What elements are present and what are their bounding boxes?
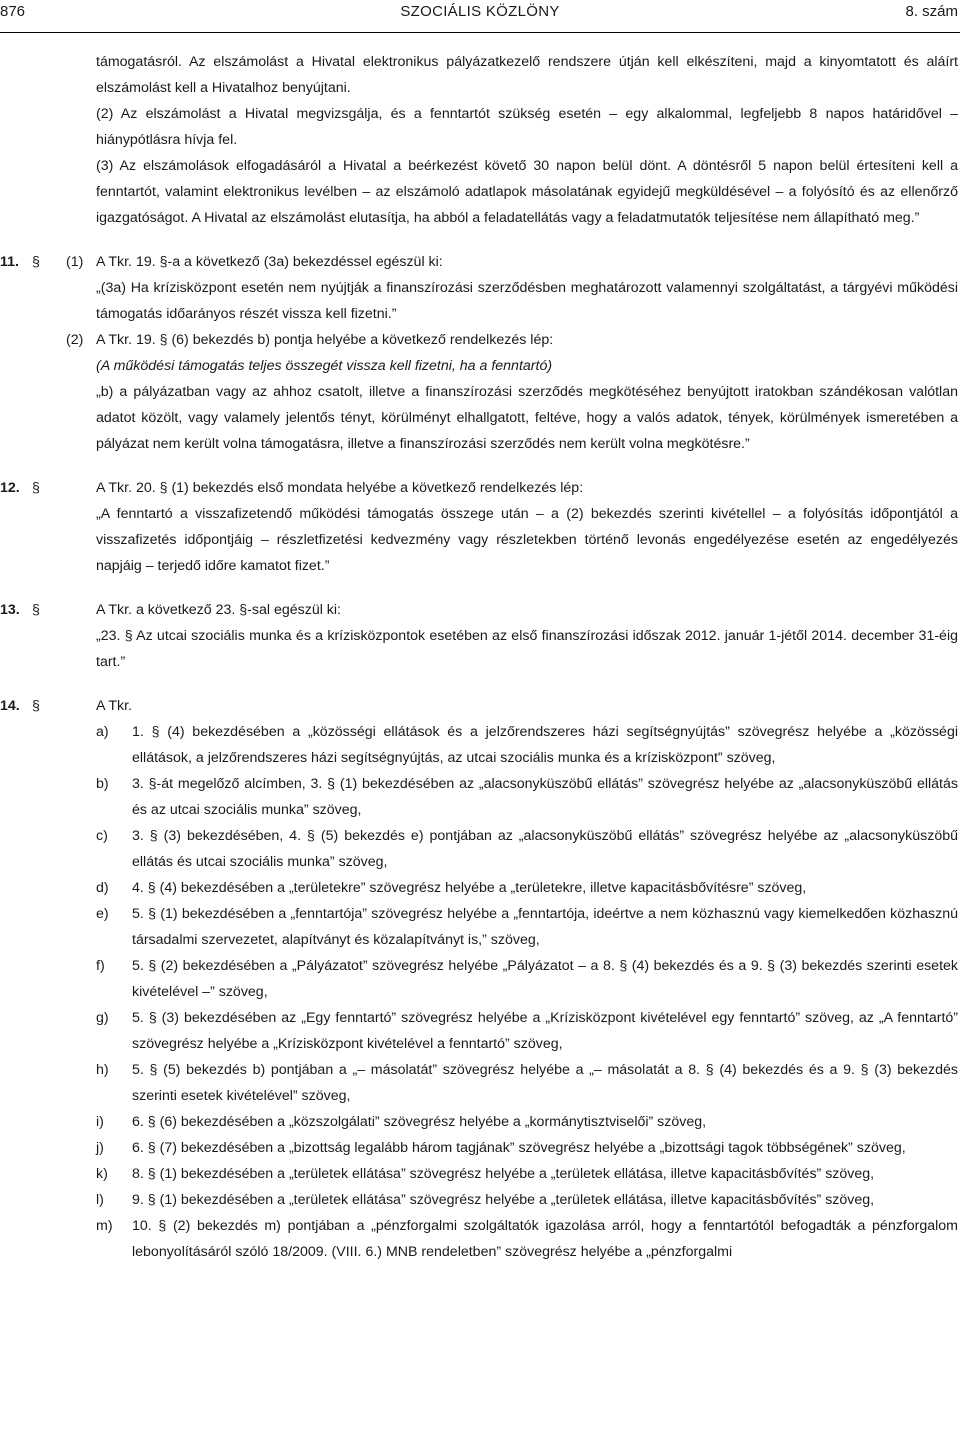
list-item [0, 1161, 960, 1187]
page-header [0, 0, 960, 30]
list-item [0, 823, 960, 875]
amendment-quote: „(3a) Ha krízisközpont esetén nem nyújtják a finanszírozási szerződésben meghatározott valamennyi szolgáltatást, a tárgyévi működési támogatás időarányos részét vissza kell fizetni.” [96, 280, 958, 322]
item-label: h) [96, 1062, 109, 1078]
page-number: 876 [0, 3, 26, 20]
item-text: 5. § (2) bekezdésében a „Pályázatot” szövegrész helyébe „Pályázatot – a 8. § (4) bekezdés és a 9. § (3) bekezdés szerinti esetek kivételével –” szöveg, [132, 958, 958, 1000]
section-number: 11. [0, 254, 19, 270]
section-sign: § [32, 698, 40, 714]
list-item [0, 1135, 960, 1161]
item-text: 3. § (3) bekezdésében, 4. § (5) bekezdés e) pontjában az „alacsonyküszöbű ellátás” szövegrész helyébe az „alacsonyküszöbű ellátás és utcai szociális munka” szöveg, [132, 828, 958, 870]
section-number: 14. [0, 698, 20, 714]
page-content [0, 49, 960, 1265]
section-number: 12. [0, 480, 20, 496]
item-text: 3. §-át megelőző alcímben, 3. § (1) bekezdésében az „alacsonyküszöbű ellátás” szövegrész helyébe az „alacsonyküszöbű ellátás és az utcai szociális munka” szöveg, [132, 776, 958, 818]
journal-title: SZOCIÁLIS KÖZLÖNY [400, 3, 560, 20]
amendment-quote: „b) a pályázatban vagy az ahhoz csatolt, illetve a finanszírozási szerződés megkötéséhez benyújtott iratokban szándékosan valótlan adatot közölt, vagy valamely jelentős tényt, körülményt elhallgatott, feltéve, hogy a valós adatok, tények, körülmények ismeretében a pályázat nem került volna támogatásra, illetve a finanszírozási szerződés nem került volna megkötésre.” [96, 384, 958, 452]
item-label: i) [96, 1114, 104, 1130]
subsection-text: A Tkr. 19. § (6) bekezdés b) pontja helyébe a következő rendelkezés lép: [96, 332, 554, 348]
list-item [0, 1213, 960, 1265]
subsection-text: A Tkr. 19. §-a a következő (3a) bekezdéssel egészül ki: [96, 254, 443, 270]
section-text: A Tkr. a következő 23. §-sal egészül ki: [96, 602, 341, 618]
item-label: m) [96, 1218, 113, 1234]
item-text: 9. § (1) bekezdésében a „területek ellátása” szövegrész helyébe a „területek ellátása, illetve kapacitásbővítés” szöveg, [132, 1192, 875, 1208]
list-item [0, 1005, 960, 1057]
item-label: g) [96, 1010, 109, 1026]
item-label: l) [96, 1192, 104, 1208]
item-text: 4. § (4) bekezdésében a „területekre” szövegrész helyébe a „területekre, illetve kapacitásbővítésre” szöveg, [132, 880, 807, 896]
amendment-quote: „A fenntartó a visszafizetendő működési támogatás összege után – a (2) bekezdés szerinti kivétellel – a folyósítás időpontjától a visszafizetés időpontjáig – részletfizetési kedvezmény vagy részletekben történő levonás engedélyezése esetén az engedélyezés napjáig – terjedő időre kamatot fizet.” [96, 506, 958, 574]
item-label: e) [96, 906, 109, 922]
context-italic: (A működési támogatás teljes összegét vissza kell fizetni, ha a fenntartó) [96, 358, 553, 374]
list-item [0, 1109, 960, 1135]
subsection-label: (2) [66, 332, 84, 348]
section-11 [0, 249, 960, 457]
list-item [0, 953, 960, 1005]
subsection-label: (1) [66, 254, 84, 270]
header-rule [0, 32, 960, 33]
item-label: a) [96, 724, 109, 740]
item-label: f) [96, 958, 105, 974]
section-14 [0, 693, 960, 1265]
item-label: j) [96, 1140, 104, 1156]
section-sign: § [32, 480, 40, 496]
item-label: b) [96, 776, 109, 792]
list-item [0, 1057, 960, 1109]
item-text: 8. § (1) bekezdésében a „területek ellátása” szövegrész helyébe a „területek ellátása, illetve kapacitásbővítés” szöveg, [132, 1166, 875, 1182]
item-text: 5. § (1) bekezdésében a „fenntartója” szövegrész helyébe a „fenntartója, ideértve a nem közhasznú vagy kiemelkedően közhasznú társadalmi szervezetet, alapítványt és közalapítványt is,” szöveg, [132, 906, 958, 948]
list-item [0, 875, 960, 901]
list-item [0, 771, 960, 823]
intro-paragraph-2: (2) Az elszámolást a Hivatal megvizsgálja, és a fenntartót szükség esetén – egy alkalommal, legfeljebb 8 napos határidővel – hiánypótlásra hívja fel. [96, 106, 958, 148]
section-12 [0, 475, 960, 579]
item-label: d) [96, 880, 109, 896]
list-item [0, 1187, 960, 1213]
item-text: 5. § (3) bekezdésében az „Egy fenntartó” szövegrész helyébe a „Krízisközpont kivételével egy fenntartó” szöveg, az „A fenntartó” szövegrész helyébe a „Krízisközpont kivételével a fenntartó” szöveg, [132, 1010, 958, 1052]
issue-number: 8. szám [905, 3, 958, 20]
item-text: 6. § (6) bekezdésében a „közszolgálati” szövegrész helyébe a „kormánytisztviselői” szöveg, [132, 1114, 707, 1130]
amendment-quote: „23. § Az utcai szociális munka és a krízisközpontok esetében az első finanszírozási időszak 2012. január 1-jétől 2014. december 31-éig tart.” [96, 628, 958, 670]
list-item [0, 719, 960, 771]
section-text: A Tkr. 20. § (1) bekezdés első mondata helyébe a következő rendelkezés lép: [96, 480, 584, 496]
item-label: c) [96, 828, 108, 844]
list-item [0, 901, 960, 953]
item-text: 1. § (4) bekezdésében a „közösségi ellátások és a jelzőrendszeres házi segítségnyújtás” szövegrész helyébe a „közösségi ellátások, a jelzőrendszeres házi segítségnyújtás, az utcai szociális munka és a krízisközpont” szöveg, [132, 724, 958, 766]
item-text: 5. § (5) bekezdés b) pontjában a „– másolatát” szövegrész helyébe a „– másolatát a 8. § (4) bekezdés és a 9. § (3) bekezdés szerinti esetek kivételével” szöveg, [132, 1062, 958, 1104]
intro-paragraph-1: támogatásról. Az elszámolást a Hivatal elektronikus pályázatkezelő rendszere útján kell elkészíteni, majd a kinyomtatott és aláírt elszámolást kell a Hivatalhoz benyújtani. [96, 54, 958, 96]
item-text: 6. § (7) bekezdésében a „bizottság legalább három tagjának” szövegrész helyébe a „bizottsági tagok többségének” szöveg, [132, 1140, 906, 1156]
item-label: k) [96, 1166, 108, 1182]
intro-paragraph-3: (3) Az elszámolások elfogadásáról a Hivatal a beérkezést követő 30 napon belül dönt. A döntésről 5 napon belül értesíteni kell a fenntartót, valamint elektronikus levélben – az elszámoló adatlapok másolatának egyidejű megküldésével – a folyósító és az ellenőrző igazgatóságot. A Hivatal az elszámolást elutasítja, ha abból a feladatellátás vagy a feladatmutatók teljesítése nem állapítható meg.” [96, 158, 958, 226]
section-sign: § [32, 254, 40, 270]
item-text: 10. § (2) bekezdés m) pontjában a „pénzforgalmi szolgáltatók igazolása arról, hogy a fenntartótól befogadták a pénzforgalom lebonyolításáról szóló 18/2009. (VIII. 6.) MNB rendeletben” szövegrész helyébe a „pénzforgalmi [132, 1218, 958, 1260]
section-sign: § [32, 602, 40, 618]
section-text: A Tkr. [96, 698, 133, 714]
section-number: 13. [0, 602, 20, 618]
section-13 [0, 597, 960, 675]
